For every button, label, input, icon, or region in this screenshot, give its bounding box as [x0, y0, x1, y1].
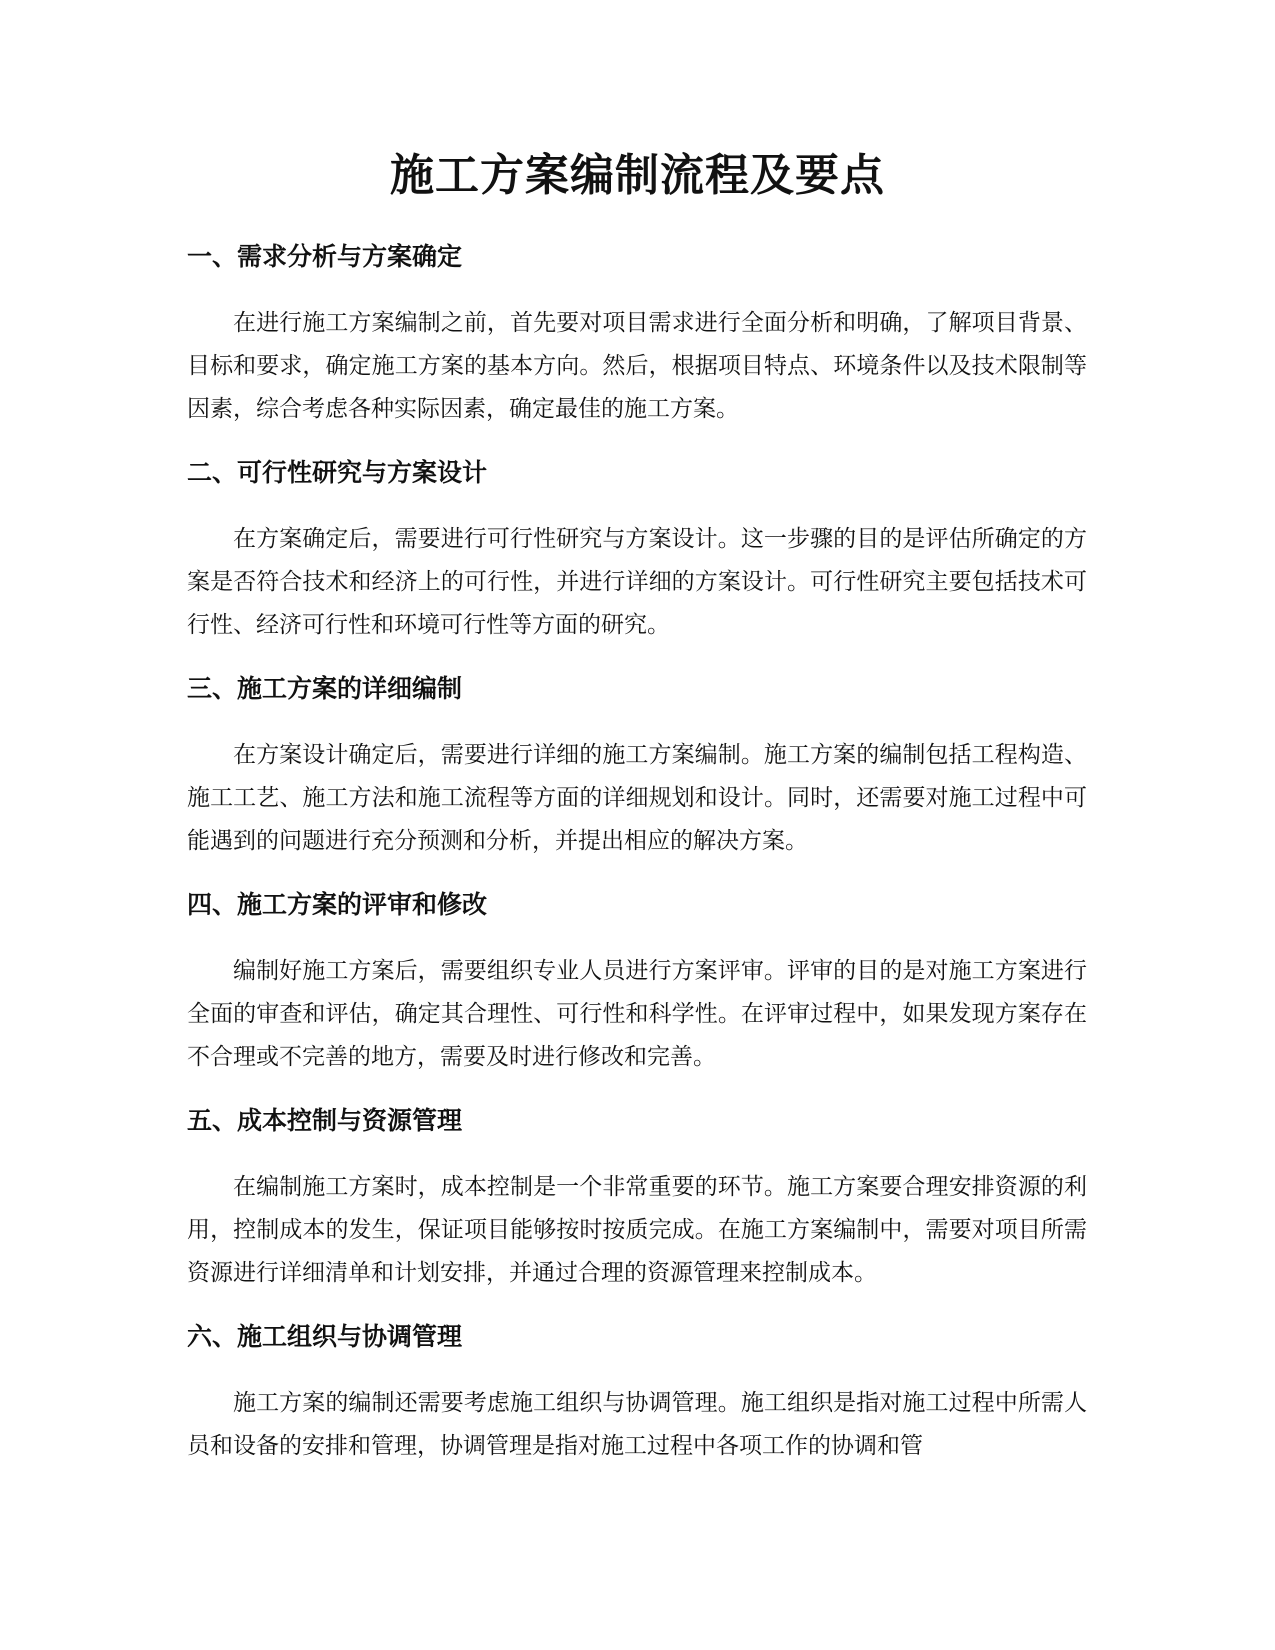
document-content	[187, 240, 1087, 1493]
section-5	[187, 1104, 1087, 1295]
section-heading: 三、施工方案的详细编制	[187, 674, 463, 703]
section-6	[187, 1320, 1087, 1468]
section-paragraph: 在方案设计确定后，需要进行详细的施工方案编制。施工方案的编制包括工程构造、施工工艺、施工方法和施工流程等方面的详细规划和设计。同时，还需要对施工过程中可能遇到的问题进行充分预测和分析，并提出相应的解决方案。	[187, 742, 1087, 854]
section-heading: 四、施工方案的评审和修改	[187, 890, 488, 919]
section-heading: 六、施工组织与协调管理	[187, 1322, 463, 1351]
section-heading: 一、需求分析与方案确定	[187, 242, 463, 271]
section-1	[187, 240, 1087, 431]
section-paragraph: 在进行施工方案编制之前，首先要对项目需求进行全面分析和明确，了解项目背景、目标和要求，确定施工方案的基本方向。然后，根据项目特点、环境条件以及技术限制等因素，综合考虑各种实际因素，确定最佳的施工方案。	[187, 310, 1087, 422]
section-3	[187, 672, 1087, 863]
section-paragraph: 编制好施工方案后，需要组织专业人员进行方案评审。评审的目的是对施工方案进行全面的审查和评估，确定其合理性、可行性和科学性。在评审过程中，如果发现方案存在不合理或不完善的地方，需要及时进行修改和完善。	[187, 958, 1087, 1070]
section-4	[187, 888, 1087, 1079]
section-paragraph: 施工方案的编制还需要考虑施工组织与协调管理。施工组织是指对施工过程中所需人员和设备的安排和管理，协调管理是指对施工过程中各项工作的协调和管	[187, 1390, 1087, 1459]
section-paragraph: 在编制施工方案时，成本控制是一个非常重要的环节。施工方案要合理安排资源的利用，控制成本的发生，保证项目能够按时按质完成。在施工方案编制中，需要对项目所需资源进行详细清单和计划安排，并通过合理的资源管理来控制成本。	[187, 1174, 1087, 1286]
page-title: 施工方案编制流程及要点	[390, 150, 885, 201]
section-2	[187, 456, 1087, 647]
section-paragraph: 在方案确定后，需要进行可行性研究与方案设计。这一步骤的目的是评估所确定的方案是否符合技术和经济上的可行性，并进行详细的方案设计。可行性研究主要包括技术可行性、经济可行性和环境可行性等方面的研究。	[187, 526, 1087, 638]
section-heading: 二、可行性研究与方案设计	[187, 458, 488, 487]
section-heading: 五、成本控制与资源管理	[187, 1106, 463, 1135]
